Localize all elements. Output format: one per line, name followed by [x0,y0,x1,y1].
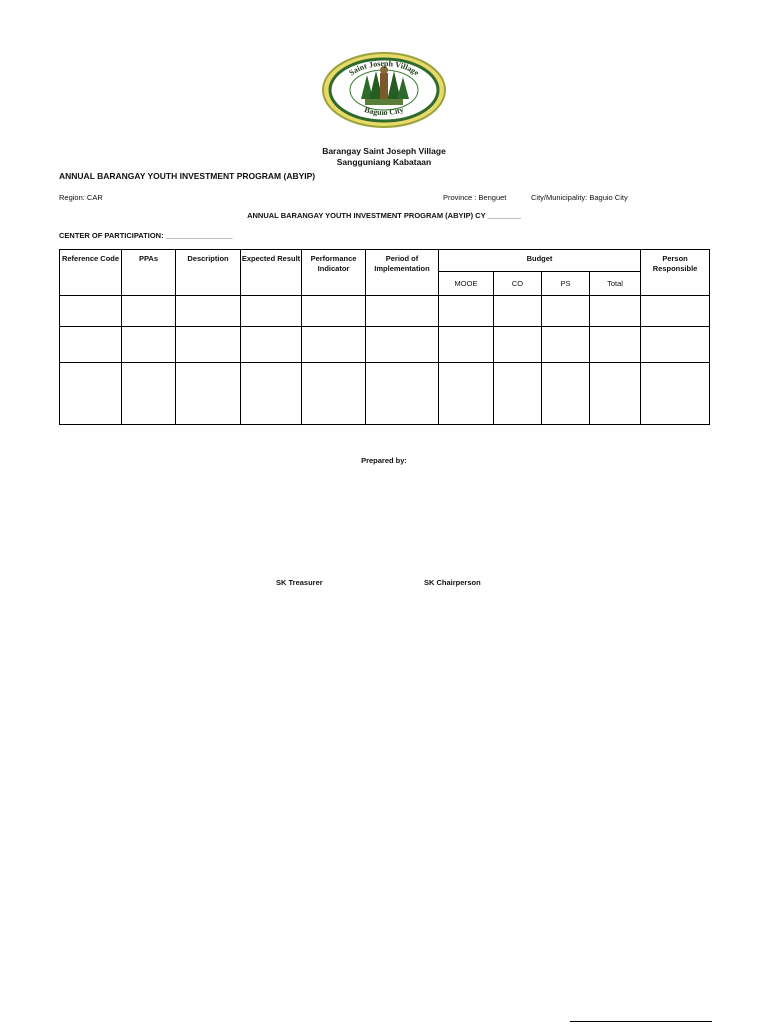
seal-top-text: Saint Joseph Village [347,58,421,78]
center-of-participation: CENTER OF PARTICIPATION: ________________ [59,231,233,240]
city-label: City/Municipality: Baguio City [531,193,628,202]
seal-bottom-text: Baguio City [363,104,405,118]
header-description: Description [176,250,241,296]
header-expected-result: Expected Result [241,250,302,296]
header-ps: PS [542,272,590,296]
header-person-responsible: Person Responsible [641,250,710,296]
sk-treasurer-label: SK Treasurer [276,578,323,587]
header-performance-indicator: Performance Indicator [302,250,366,296]
header-total: Total [590,272,641,296]
barangay-name: Barangay Saint Joseph Village [322,146,446,156]
province-label: Province : Benguet [443,193,507,202]
table-row [60,296,710,327]
table-row [60,327,710,363]
prepared-by-label: Prepared by: [361,456,407,465]
header-budget: Budget [439,250,641,272]
header-reference-code: Reference Code [60,250,122,296]
signature-line [570,1021,712,1022]
sk-chairperson-label: SK Chairperson [424,578,481,587]
cy-title: ANNUAL BARANGAY YOUTH INVESTMENT PROGRAM (ABYIP) CY ________ [247,211,521,220]
header-co: CO [494,272,542,296]
council-name: Sangguniang Kabataan [336,157,432,167]
header-period-of-implementation: Period of Implementation [366,250,439,296]
region-label: Region: CAR [59,193,103,202]
table-row [60,363,710,425]
table-header-row [60,250,710,272]
abyip-table [59,249,710,425]
header-mooe: MOOE [439,272,494,296]
program-title: ANNUAL BARANGAY YOUTH INVESTMENT PROGRAM (ABYIP) [59,171,316,181]
header-ppas: PPAs [122,250,176,296]
barangay-seal-logo [321,51,447,129]
